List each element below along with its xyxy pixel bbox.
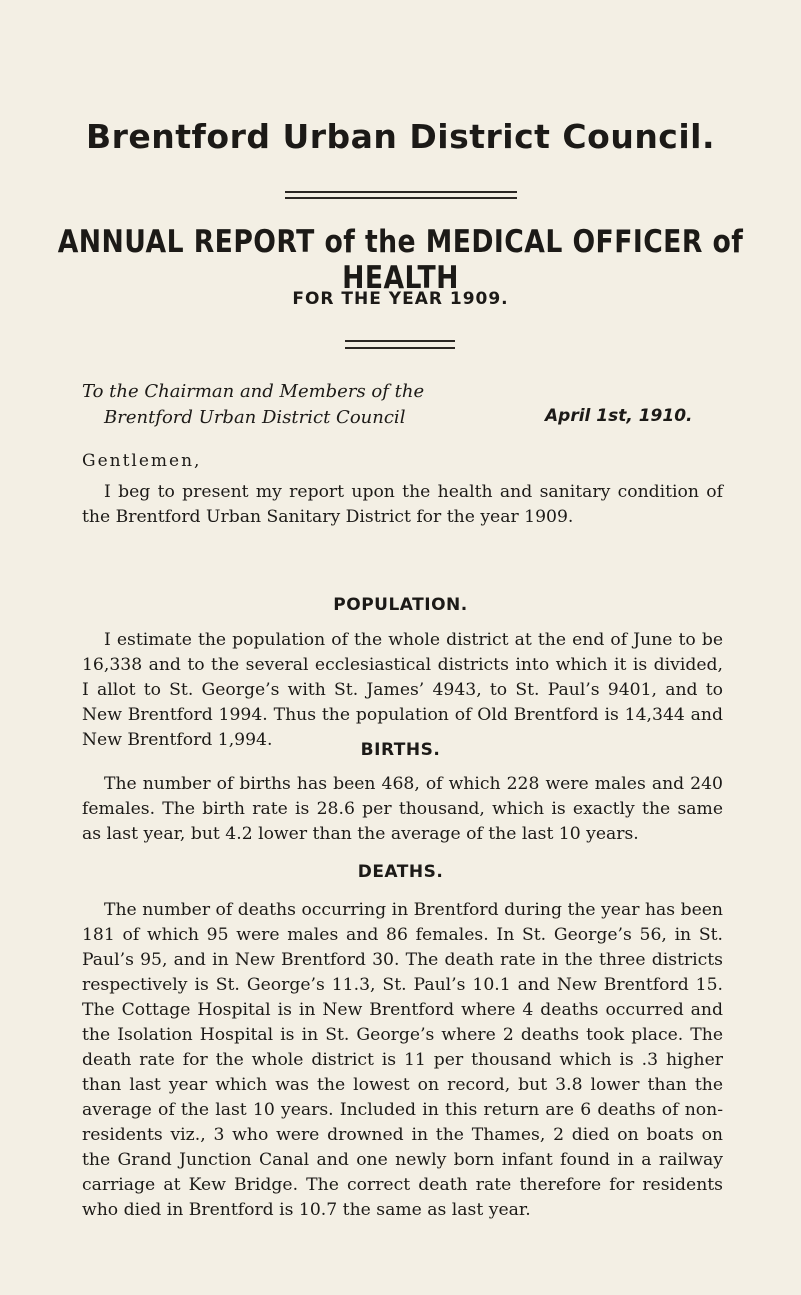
letter-date: April 1st, 1910. [545,406,693,426]
double-rule-divider [285,191,517,199]
intro-paragraph: I beg to present my report upon the health and sanitary condition of the Brentford Urban Sanitary District for the year 1909. [82,482,723,527]
council-name: Brentford Urban District Council. [85,117,716,156]
population-paragraph: I estimate the population of the whole district at the end of June to be 16,338 and to the several ecclesiastical districts into which it is divided, I allot to St. George’s with St. James’ 4943, to St. Paul’s 9401, and to New Brentford 1994. Thus the population of Old Brentford is 14,344 and New Brentford 1,994. [82,630,723,750]
salutation: Gentlemen, [82,451,202,471]
address-line-2: Brentford Urban District Council [104,407,406,428]
report-title: ANNUAL REPORT of the MEDICAL OFFICER of HEALTH [57,224,744,296]
births-heading: BIRTHS. [360,740,441,760]
double-rule-divider-small [345,340,455,349]
deaths-heading: DEATHS. [357,862,444,882]
births-paragraph: The number of births has been 468, of which 228 were males and 240 females. The birth rate is 28.6 per thousand, which is exactly the same as last year, but 4.2 lower than the average of the last 10 years. [82,774,723,844]
deaths-paragraph: The number of deaths occurring in Brentford during the year has been 181 of which 95 were males and 86 females. In St. George’s 56, in St. Paul’s 95, and in New Brentford 30. The death rate in the three districts respectively is St. George’s 11.3, St. Paul’s 10.1 and New Brentford 15. The Cottage Hospital is in New Brentford where 4 deaths occurred and the Isolation Hospital is in St. George’s where 2 deaths took place. The death rate for the whole district is 11 per thousand which is .3 higher than last year which was the lowest on record, but 3.8 lower than the average of the last 10 years. Included in this return are 6 deaths of non-residents viz., 3 who were drowned in the Thames, 2 died on boats on the Grand Junction Canal and one newly born infant found in a railway carriage at Kew Bridge. The correct death rate therefore for residents who died in Brentford is 10.7 the same as last year. [82,900,723,1220]
population-heading: POPULATION. [333,595,468,615]
address-line-1: To the Chairman and Members of the [82,381,425,402]
report-year: FOR THE YEAR 1909. [292,289,509,309]
